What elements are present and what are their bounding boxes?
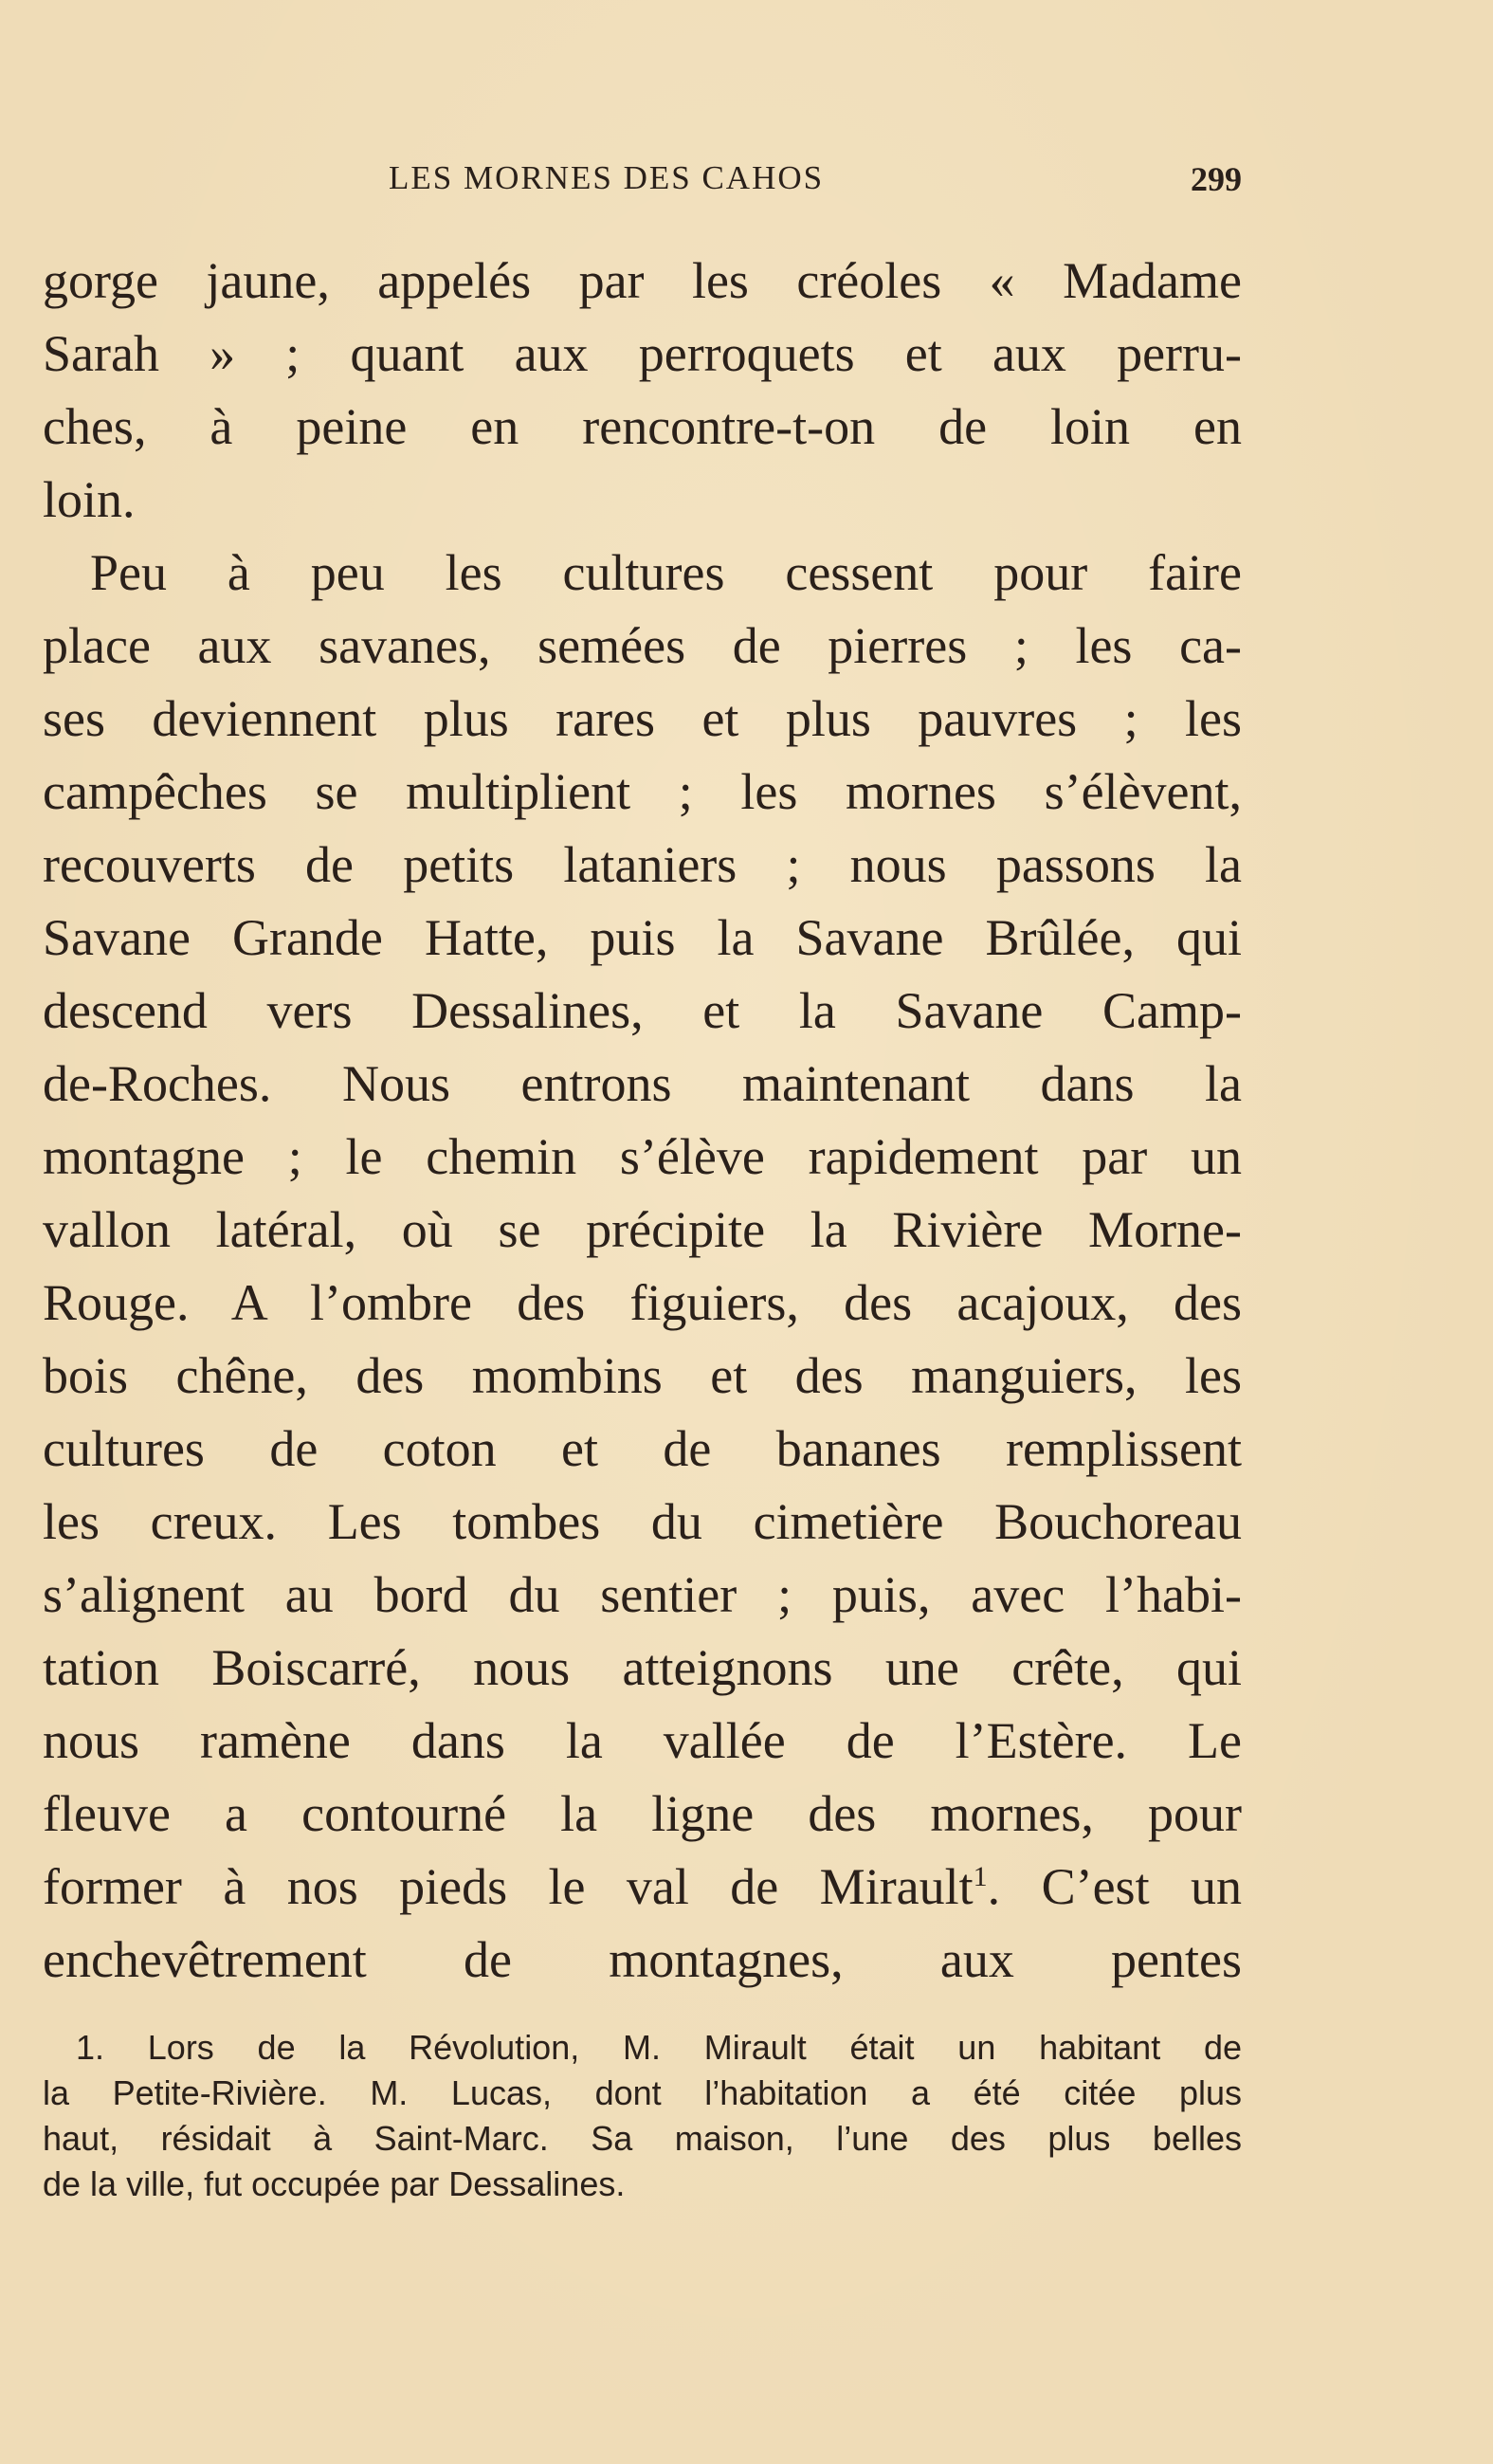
- text-line: Rouge. A l’ombre des figuiers, des acajoux, des: [43, 1274, 1242, 1331]
- text-line: nous ramène dans la vallée de l’Estère. Le: [43, 1712, 1242, 1769]
- text-line: bois chêne, des mombins et des manguiers, les: [43, 1347, 1242, 1404]
- footnote: [43, 2025, 1242, 2207]
- text-line: place aux savanes, semées de pierres ; les ca-: [43, 617, 1242, 674]
- footnote-line: haut, résidait à Saint-Marc. Sa maison, l’une des plus belles: [43, 2119, 1242, 2158]
- text-line: tation Boiscarré, nous atteignons une crête, qui: [43, 1639, 1242, 1696]
- text-line: s’alignent au bord du sentier ; puis, avec l’habi-: [43, 1566, 1242, 1623]
- text-line: enchevêtrement de montagnes, aux pentes: [43, 1931, 1242, 1988]
- text-line: Savane Grande Hatte, puis la Savane Brûlée, qui: [43, 909, 1242, 966]
- text-line: recouverts de petits lataniers ; nous passons la: [43, 836, 1242, 893]
- text-line: cultures de coton et de bananes remplissent: [43, 1420, 1242, 1477]
- text-segment: former à nos pieds le val de Mirault: [43, 1858, 974, 1915]
- footnote-line: la Petite-Rivière. M. Lucas, dont l’habitation a été citée plus: [43, 2073, 1242, 2112]
- text-segment: .: [987, 1858, 1001, 1915]
- text-line: campêches se multiplient ; les mornes s’élèvent,: [43, 763, 1242, 820]
- text-segment: C’est un: [1041, 1858, 1242, 1915]
- text-line: Peu à peu les cultures cessent pour faire: [90, 544, 1242, 601]
- text-line: [43, 1851, 1242, 1924]
- text-line: gorge jaune, appelés par les créoles « Madame: [43, 252, 1242, 309]
- text-line: ches, à peine en rencontre-t-on de loin en: [43, 398, 1242, 455]
- page-header: [43, 159, 1242, 207]
- footnote-reference[interactable]: 1: [973, 1861, 988, 1892]
- text-line: vallon latéral, où se précipite la Rivière Morne-: [43, 1201, 1242, 1258]
- running-title: LES MORNES DES CAHOS: [389, 159, 825, 196]
- text-line: loin.: [43, 471, 136, 528]
- page-number: 299: [1191, 160, 1242, 198]
- text-line: montagne ; le chemin s’élève rapidement par un: [43, 1128, 1242, 1185]
- text-line: descend vers Dessalines, et la Savane Camp-: [43, 982, 1242, 1039]
- text-line: ses deviennent plus rares et plus pauvres ; les: [43, 690, 1242, 747]
- text-line: Sarah » ; quant aux perroquets et aux perru-: [43, 325, 1242, 382]
- body-text: [43, 245, 1242, 1997]
- text-line: les creux. Les tombes du cimetière Bouchoreau: [43, 1493, 1242, 1550]
- footnote-line: de la ville, fut occupée par Dessalines.: [43, 2164, 626, 2203]
- footnote-line: 1. Lors de la Révolution, M. Mirault était un habitant de: [76, 2028, 1242, 2067]
- text-line: de-Roches. Nous entrons maintenant dans la: [43, 1055, 1242, 1112]
- text-line: fleuve a contourné la ligne des mornes, pour: [43, 1785, 1242, 1842]
